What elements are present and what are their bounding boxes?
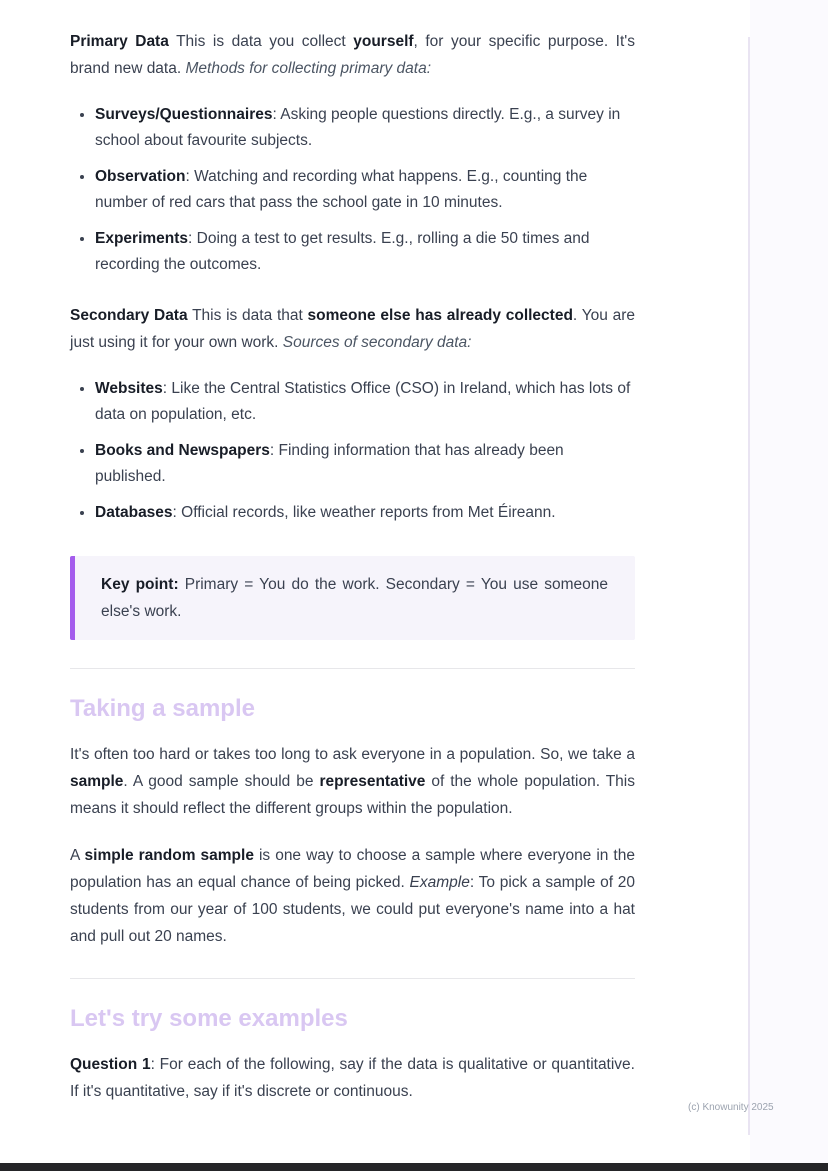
secondary-data-sources-list xyxy=(70,376,635,526)
text-segment: Primary = You do the work. Secondary = You use someone else's work. xyxy=(101,576,608,620)
list-item-surveys xyxy=(95,102,635,154)
list-item-databases xyxy=(95,500,635,526)
term-someone-else: someone else has already collected xyxy=(307,307,573,324)
text-segment: This is data that xyxy=(187,307,308,324)
text-segment: : For each of the following, say if the data is qualitative or quantitative. If it's quantitative, say if it's discrete or continuous. xyxy=(70,1056,635,1100)
paragraph-simple-random-sample xyxy=(70,842,635,950)
key-point-callout xyxy=(70,556,635,640)
text-segment: : Finding information that has already been published. xyxy=(95,442,564,485)
term-primary-data: Primary Data xyxy=(70,33,169,50)
page-margin-band xyxy=(750,0,828,1163)
term-surveys: Surveys/Questionnaires xyxy=(95,106,273,123)
text-segment: of the whole population. This means it should reflect the different groups within the population. xyxy=(70,773,635,817)
list-item-experiments xyxy=(95,226,635,278)
paragraph-secondary-data xyxy=(70,302,635,356)
list-item-observation xyxy=(95,164,635,216)
term-representative: representative xyxy=(319,773,426,790)
document-content xyxy=(70,28,635,1125)
list-item-books-newspapers xyxy=(95,438,635,490)
text-segment: : Watching and recording what happens. E.g., counting the number of red cars that pass the school gate in 10 minutes. xyxy=(95,168,588,211)
page-bottom-edge xyxy=(0,1163,828,1171)
text-segment: : Like the Central Statistics Office (CSO) in Ireland, which has lots of data on population, etc. xyxy=(95,380,631,423)
italic-sources-note: Sources of secondary data: xyxy=(282,334,472,351)
page-edge-line xyxy=(748,37,750,1135)
text-segment: : Official records, like weather reports from Met Éireann. xyxy=(172,504,556,521)
text-segment: : Doing a test to get results. E.g., rolling a die 50 times and recording the outcomes. xyxy=(95,230,590,273)
section-heading-examples: Let's try some examples xyxy=(70,1005,348,1032)
text-segment: A xyxy=(70,847,85,864)
paragraph-sampling-intro xyxy=(70,741,635,822)
italic-example-label: Example xyxy=(409,874,470,891)
term-sample: sample xyxy=(70,773,124,790)
text-segment: , for your specific purpose. It's brand new data. xyxy=(70,33,635,77)
term-question-1: Question 1 xyxy=(70,1056,151,1073)
paragraph-question-1 xyxy=(70,1051,635,1105)
term-simple-random-sample: simple random sample xyxy=(84,847,254,864)
term-databases: Databases xyxy=(95,504,173,521)
paragraph-primary-data xyxy=(70,28,635,82)
italic-methods-note: Methods for collecting primary data: xyxy=(185,60,432,77)
text-segment: . A good sample should be xyxy=(123,773,320,790)
term-books-newspapers: Books and Newspapers xyxy=(95,442,270,459)
section-divider xyxy=(70,978,635,979)
text-segment: is one way to choose a sample where everyone in the population has an equal chance of being picked. xyxy=(70,847,635,891)
section-heading-taking-a-sample: Taking a sample xyxy=(70,695,255,722)
key-point-label: Key point: xyxy=(101,576,179,593)
text-segment: It's often too hard or takes too long to ask everyone in a population. So, we take a xyxy=(70,746,635,763)
text-segment: : To pick a sample of 20 students from our year of 100 students, we could put everyone's name into a hat and pull out 20 names. xyxy=(70,874,635,945)
term-websites: Websites xyxy=(95,380,163,397)
text-segment: . You are just using it for your own work. xyxy=(70,307,635,351)
term-secondary-data: Secondary Data xyxy=(70,307,188,324)
list-item-websites xyxy=(95,376,635,428)
key-point-text xyxy=(101,571,608,625)
copyright-credit: (c) Knowunity 2025 xyxy=(688,1102,774,1113)
term-yourself: yourself xyxy=(353,33,414,50)
section-divider xyxy=(70,668,635,669)
text-segment: : Asking people questions directly. E.g., a survey in school about favourite subjects. xyxy=(95,106,621,149)
term-observation: Observation xyxy=(95,168,186,185)
primary-data-methods-list xyxy=(70,102,635,278)
text-segment: This is data you collect xyxy=(168,33,354,50)
term-experiments: Experiments xyxy=(95,230,189,247)
